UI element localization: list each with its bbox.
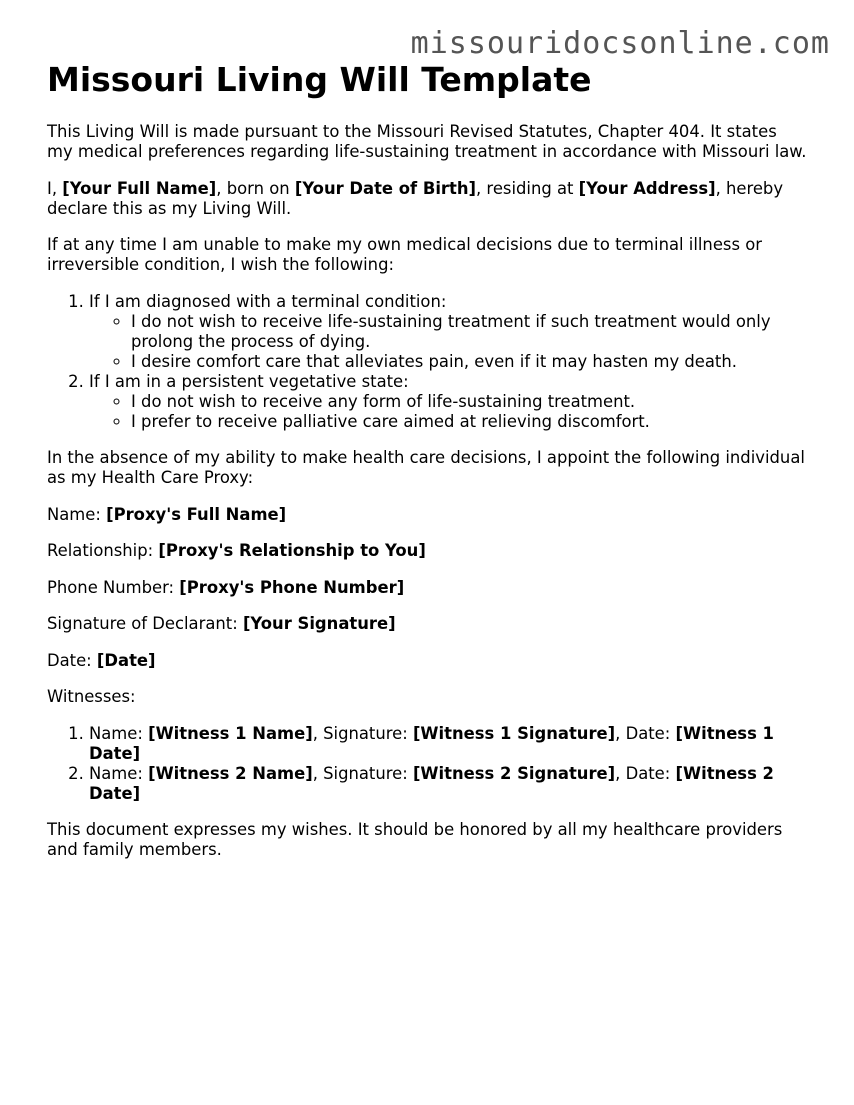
witness-name-placeholder: [Witness 1 Name] bbox=[148, 723, 313, 743]
declaration-prefix: I, bbox=[47, 178, 63, 198]
proxy-phone-placeholder: [Proxy's Phone Number] bbox=[179, 577, 405, 597]
witness-list bbox=[47, 724, 807, 804]
document-page bbox=[47, 58, 807, 860]
proxy-phone-label: Phone Number: bbox=[47, 577, 180, 597]
proxy-name-label: Name: bbox=[47, 504, 107, 524]
declaration-suffix: , hereby declare this as my Living Will. bbox=[47, 178, 784, 218]
page-title: Missouri Living Will Template bbox=[47, 60, 592, 99]
full-name-placeholder: [Your Full Name] bbox=[62, 178, 217, 198]
proxy-relationship-placeholder: [Proxy's Relationship to You] bbox=[158, 541, 426, 560]
condition-intro: If at any time I am unable to make my own medical decisions due to terminal illness or irreversible condition, I wish the following: bbox=[47, 235, 762, 274]
address-placeholder: [Your Address] bbox=[578, 178, 716, 198]
intro-paragraph: This Living Will is made pursuant to the Missouri Revised Statutes, Chapter 404. It states my medical preferences regarding life-sustaining treatment in accordance with Missouri law. bbox=[47, 122, 807, 161]
proxy-relationship-label: Relationship: bbox=[47, 541, 159, 560]
signature-placeholder: [Your Signature] bbox=[242, 614, 396, 633]
witness-item bbox=[89, 764, 807, 804]
proxy-intro: In the absence of my ability to make health care decisions, I appoint the following individual as my Health Care Proxy: bbox=[47, 448, 805, 487]
witness-signature-label: , Signature: bbox=[312, 723, 413, 743]
witness-name-label: Name: bbox=[89, 763, 149, 783]
witness-signature-placeholder: [Witness 1 Signature] bbox=[412, 723, 616, 743]
proxy-name-line bbox=[47, 505, 807, 525]
signature-label: Signature of Declarant: bbox=[47, 614, 243, 633]
conditions-list bbox=[47, 292, 807, 432]
witness-date-label: , Date: bbox=[615, 723, 676, 743]
declaration-residing-text: , residing at bbox=[476, 178, 579, 198]
date-placeholder: [Date] bbox=[96, 650, 156, 670]
witness-name-label: Name: bbox=[89, 723, 149, 743]
condition-subitem: ◦ I prefer to receive palliative care aimed at relieving discomfort. bbox=[131, 412, 807, 432]
condition-label: If I am in a persistent vegetative state: bbox=[89, 371, 409, 391]
date-line bbox=[47, 651, 807, 671]
proxy-name-placeholder: [Proxy's Full Name] bbox=[106, 504, 287, 524]
condition-item bbox=[89, 372, 807, 432]
witness-date-placeholder: [Witness 2 Date] bbox=[89, 763, 774, 803]
witness-date-label: , Date: bbox=[615, 763, 676, 783]
proxy-relationship-line bbox=[47, 541, 807, 561]
witness-item bbox=[89, 724, 807, 764]
condition-item bbox=[89, 292, 807, 372]
signature-line bbox=[47, 614, 807, 634]
proxy-phone-line bbox=[47, 578, 807, 598]
condition-sublist bbox=[89, 392, 807, 432]
closing-paragraph: This document expresses my wishes. It should be honored by all my healthcare providers and family members. bbox=[47, 820, 783, 859]
witnesses-label: Witnesses: bbox=[47, 687, 136, 706]
watermark: missouridocsonline.com bbox=[410, 26, 830, 61]
witness-signature-label: , Signature: bbox=[312, 763, 413, 783]
declaration-born-text: , born on bbox=[216, 178, 295, 198]
witness-date-placeholder: [Witness 1 Date] bbox=[89, 723, 774, 763]
condition-subitem: ◦ I do not wish to receive life-sustaining treatment if such treatment would only prolong the process of dying. bbox=[131, 312, 807, 352]
dob-placeholder: [Your Date of Birth] bbox=[294, 178, 477, 198]
witness-signature-placeholder: [Witness 2 Signature] bbox=[412, 763, 616, 783]
witness-name-placeholder: [Witness 2 Name] bbox=[148, 763, 313, 783]
condition-label: If I am diagnosed with a terminal condition: bbox=[89, 291, 447, 311]
declaration-paragraph bbox=[47, 179, 807, 219]
condition-sublist bbox=[89, 312, 807, 372]
condition-subitem: ◦ I desire comfort care that alleviates pain, even if it may hasten my death. bbox=[131, 352, 807, 372]
date-label: Date: bbox=[47, 650, 97, 670]
condition-subitem: ◦ I do not wish to receive any form of life-sustaining treatment. bbox=[131, 392, 807, 412]
